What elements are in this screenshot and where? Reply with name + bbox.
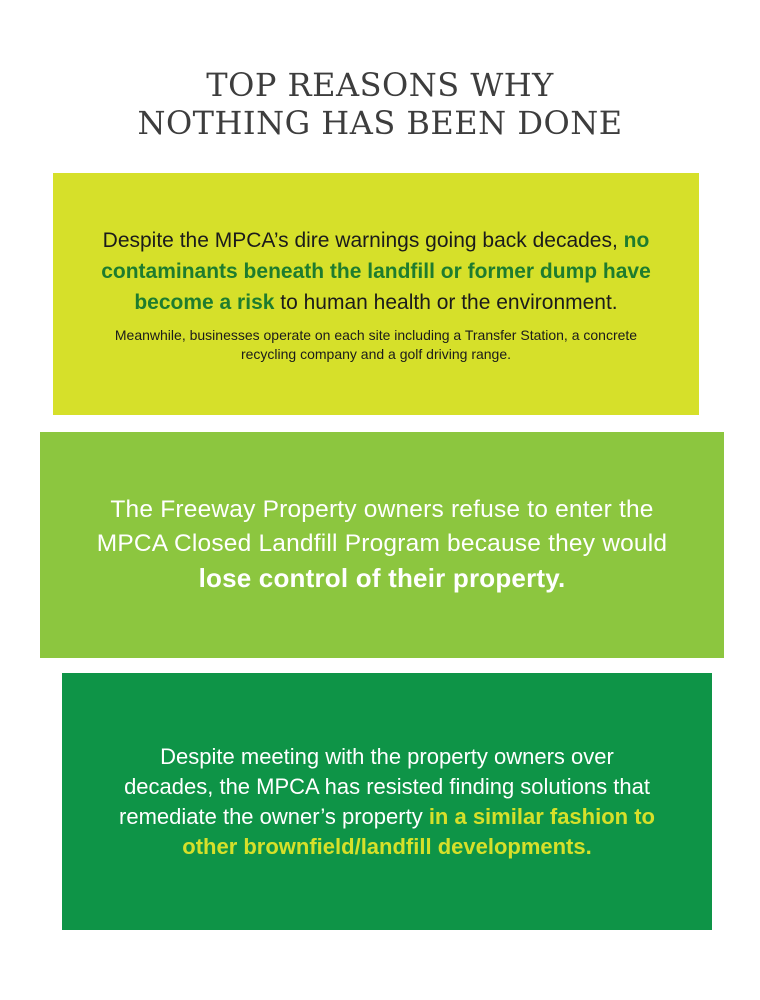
reason-3-main-text	[117, 742, 657, 862]
page-title	[0, 66, 760, 142]
reason-1-highlight: no contaminants beneath the landfill or former dump have become a risk	[101, 228, 651, 314]
reason-1-text-before: Despite the MPCA’s dire warnings going back decades,	[102, 228, 624, 252]
reason-2-highlight: lose control of their property.	[198, 563, 566, 593]
reason-3-highlight: in a similar fashion to other brownfield/landfill developments.	[182, 803, 655, 859]
reason-panel-owners-refuse	[40, 432, 724, 658]
reason-3-text-before: Despite meeting with the property owners over decades, the MPCA has resisted finding solutions that remediate the owner’s property	[119, 743, 650, 829]
reason-1-main-text	[96, 225, 656, 318]
reason-1-subtext: Meanwhile, businesses operate on each site including a Transfer Station, a concrete recycling company and a golf driving range.	[114, 326, 638, 362]
reason-panel-mpca-resisted	[62, 673, 712, 930]
reason-2-main-text	[72, 493, 692, 597]
reason-panel-contaminants	[53, 173, 699, 415]
reason-1-text-after: to human health or the environment.	[274, 290, 618, 314]
page-title-line-1: TOP REASONS WHY	[206, 66, 554, 104]
reason-2-text-before: The Freeway Property owners refuse to enter the MPCA Closed Landfill Program because they would	[96, 496, 668, 557]
page-title-line-2: NOTHING HAS BEEN DONE	[137, 104, 623, 142]
